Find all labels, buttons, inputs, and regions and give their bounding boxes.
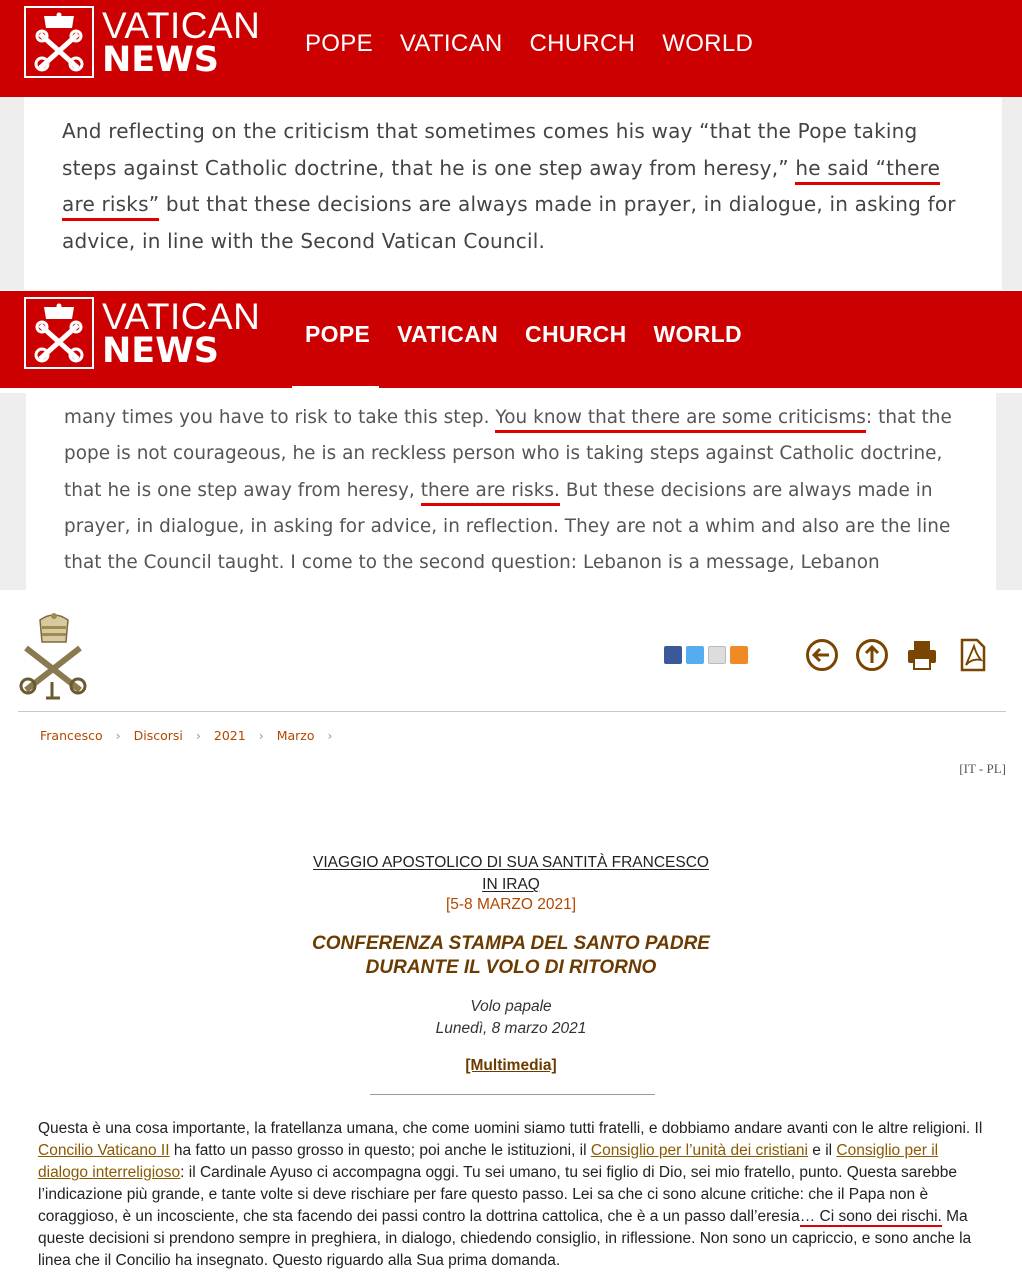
chevron-right-icon: ›: [327, 728, 333, 743]
papal-coat-of-arms-icon[interactable]: [18, 612, 90, 705]
main-nav-2: [305, 321, 769, 348]
body-text-3: e il: [807, 1142, 837, 1159]
vatican-news-logo-2[interactable]: [24, 296, 261, 371]
language-switch[interactable]: [IT - PL]: [959, 761, 1006, 776]
pdf-icon[interactable]: [955, 638, 989, 672]
mail-icon[interactable]: [708, 646, 726, 664]
grey-margin-left-2: [0, 393, 26, 590]
nav-pope[interactable]: POPE: [305, 30, 373, 57]
keys-emblem-icon: [24, 297, 94, 369]
nav-church[interactable]: CHURCH: [525, 321, 627, 347]
subtitle-place: Volo papale: [470, 998, 552, 1015]
grey-margin-left: [0, 97, 24, 290]
vatican-news-header-1: [0, 0, 1022, 97]
nav-world[interactable]: WORLD: [653, 321, 742, 347]
title-line-2: DURANTE IL VOLO DI RITORNO: [365, 957, 657, 978]
body-highlight: … Ci sono dei rischi.: [799, 1208, 942, 1225]
breadcrumb: [40, 728, 345, 743]
nav-vatican[interactable]: VATICAN: [397, 321, 499, 347]
link-consiglio-dialogo[interactable]: Consiglio per il dialogo interreligioso: [38, 1142, 939, 1181]
logo-text-bottom: NEWS: [102, 331, 220, 371]
print-icon[interactable]: [905, 638, 939, 672]
vatican-news-logo[interactable]: [24, 5, 261, 80]
main-nav: [305, 30, 780, 58]
article-transcript-english: [64, 400, 964, 581]
body-text-4: : il Cardinale Ayuso ci accompagna oggi. Tu sei umano, tu sei figlio di Dio, sei mio fratello, punto. Questa sarebbe l’indicazione più grande, e tante volte si deve rischiare per fare questo passo. Lei sa che ci sono alcune critiche: che il Papa non è coraggioso, è un incosciente, che sta facendo dei passi contro la dottrina cattolica, che è a un passo dall’eresia: [38, 1164, 958, 1225]
quote2-text-c: But these decisions are always made in prayer, in dialogue, in asking for advice, in reflection. They are not a whim and also are the line that the Council taught. I come to the second question: Lebanon is a message, Lebanon: [64, 479, 951, 574]
nav-church[interactable]: CHURCH: [529, 30, 636, 57]
title-line-1: CONFERENZA STAMPA DEL SANTO PADRE: [312, 933, 710, 954]
quote1-text-b: but that these decisions are always made in prayer, in dialogue, in asking for advice, in line with the Second Vatican Council.: [62, 192, 956, 253]
chevron-right-icon: ›: [115, 728, 121, 743]
vatican-news-header-2: [0, 291, 1022, 388]
rss-icon[interactable]: [730, 646, 748, 664]
quote2-text-a: many times you have to risk to take this step.: [64, 407, 496, 428]
body-text-1: Questa è una cosa importante, la fratellanza umana, che come uomini siamo tutti fratelli, e dobbiamo andare avanti con le altre religioni. Il: [38, 1120, 983, 1137]
link-concilio-vaticano[interactable]: Concilio Vaticano II: [38, 1142, 170, 1159]
multimedia-link-wrap: [0, 1057, 1022, 1075]
nav-vatican[interactable]: VATICAN: [399, 30, 503, 57]
logo-text-bottom: NEWS: [102, 40, 220, 80]
document-header: [0, 852, 1022, 896]
body-text-2: ha fatto un passo grosso in questo; poi anche le istituzioni, il: [169, 1142, 591, 1159]
nav-world[interactable]: WORLD: [662, 30, 754, 57]
logo-text-top: VATICAN: [102, 5, 261, 46]
article-quote-english: [62, 113, 972, 259]
trip-dates: [5-8 MARZO 2021]: [445, 896, 577, 913]
quote2-text-b: : that the pope is not courageous, he is an reckless person who is taking steps against Catholic doctrine, that he is one step away from heresy,: [64, 407, 952, 501]
chevron-right-icon: ›: [258, 728, 264, 743]
logo-text-top: VATICAN: [102, 296, 261, 337]
breadcrumb-marzo[interactable]: Marzo: [276, 728, 315, 743]
quote1-highlight: he said “there are risks”: [62, 156, 940, 222]
title-divider: [370, 1094, 655, 1095]
breadcrumb-discorsi[interactable]: Discorsi: [133, 728, 183, 743]
grey-margin-right-2: [996, 393, 1022, 590]
page-toolbar: [805, 638, 1005, 672]
chevron-right-icon: ›: [195, 728, 201, 743]
up-arrow-icon[interactable]: [855, 638, 889, 672]
body-text-5: Ma queste decisioni si prendono sempre in preghiera, in dialogo, chiedendo consiglio, in riflessione. Non sono un capriccio, e sono anche la linea che il Concilio ha insegnato. Questo riguardo alla Sua prima domanda.: [38, 1208, 972, 1269]
quote1-text-a: And reflecting on the criticism that sometimes comes his way “that the Pope taking steps against Catholic doctrine, that he is one step away from heresy,”: [62, 119, 918, 180]
keys-emblem-icon: [24, 6, 94, 78]
quote2-highlight-1: You know that there are some criticisms: [495, 407, 866, 433]
document-subtitle: [0, 996, 1022, 1040]
quote2-highlight-2: there are risks.: [421, 480, 560, 506]
twitter-icon[interactable]: [686, 646, 704, 664]
back-arrow-icon[interactable]: [805, 638, 839, 672]
grey-margin-right: [1002, 97, 1022, 290]
nav-pope[interactable]: POPE: [305, 321, 371, 347]
trip-link[interactable]: VIAGGIO APOSTOLICO DI SUA SANTITÀ FRANCESCO: [313, 854, 709, 871]
multimedia-link[interactable]: [Multimedia]: [465, 1057, 557, 1074]
active-tab-indicator: [292, 386, 379, 390]
subtitle-date: Lunedì, 8 marzo 2021: [435, 1020, 587, 1037]
breadcrumb-2021[interactable]: 2021: [213, 728, 246, 743]
document-body: [38, 1118, 988, 1272]
share-icons: [664, 646, 748, 664]
document-title: [0, 932, 1022, 980]
link-consiglio-unita[interactable]: Consiglio per l’unità dei cristiani: [590, 1142, 808, 1159]
iraq-link[interactable]: IN IRAQ: [482, 876, 540, 893]
header-divider: [18, 711, 1006, 712]
facebook-icon[interactable]: [664, 646, 682, 664]
breadcrumb-francesco[interactable]: Francesco: [40, 728, 103, 743]
